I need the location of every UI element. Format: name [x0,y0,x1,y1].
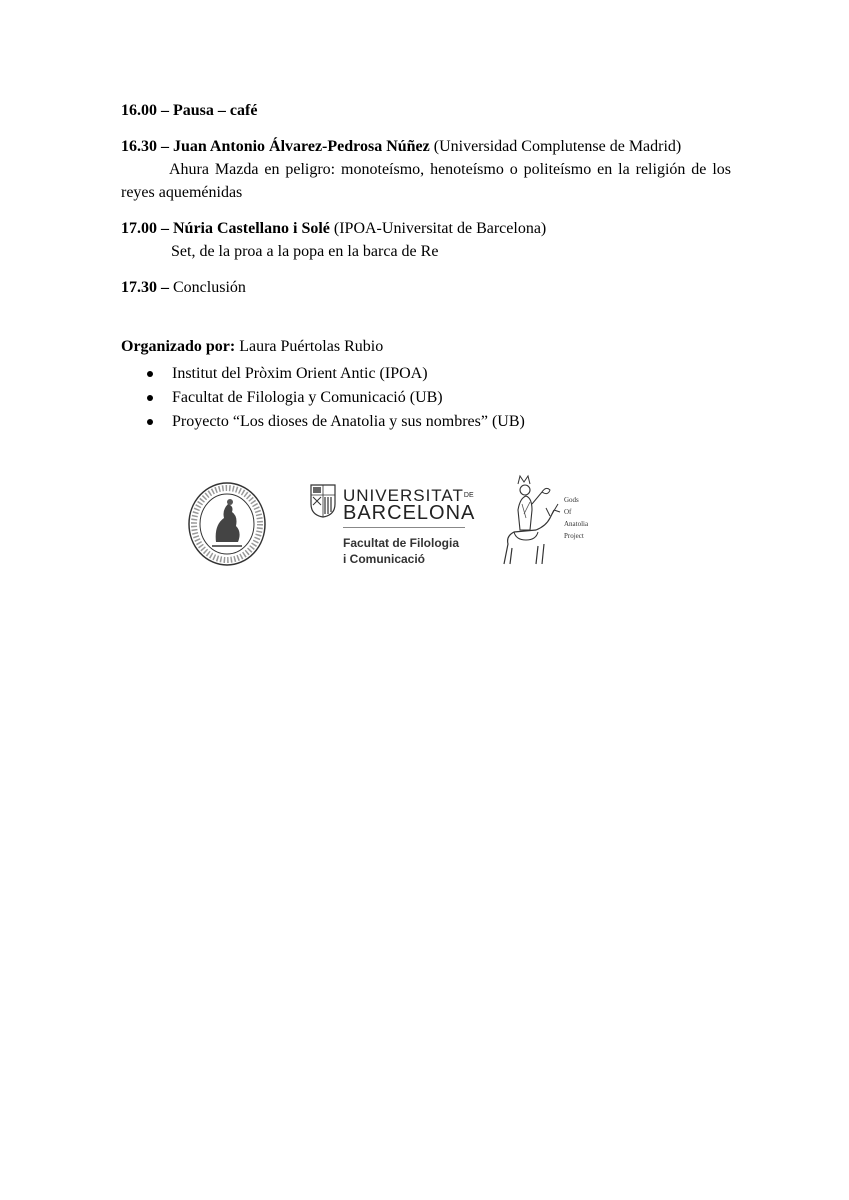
bullet-icon [147,419,153,425]
goap-line-of: Of [564,508,572,516]
ub-divider [343,527,465,528]
program-entry-conclusion [121,276,731,299]
entry-title: Pausa – café [173,102,258,119]
talk-title: Ahura Mazda en peligro: monoteísmo, henoteísmo o politeísmo en la religión de los reyes aqueménidas [121,161,731,201]
list-item [121,386,731,410]
ub-logo [310,482,476,572]
goap-line-project: Project [564,532,584,540]
goap-line-gods: Gods [564,496,579,504]
speaker-affiliation: (IPOA-Universitat de Barcelona) [333,220,547,237]
list-item [121,362,731,386]
ub-faculty-line2: i Comunicació [343,552,426,566]
bullet-icon [147,395,153,401]
entry-time: 16.30 – [121,138,169,155]
organizer-name: Laura Puértolas Rubio [239,338,384,355]
program-page [121,99,731,434]
organizers-label: Organizado por: [121,338,236,355]
list-item-text: Institut del Pròxim Orient Antic (IPOA) [172,365,428,382]
ub-name-line2: BARCELONA [343,502,476,524]
ub-shield-icon [310,484,336,518]
entry-time: 17.30 – [121,279,169,296]
organizers-list [121,362,731,434]
entry-title: Conclusión [173,279,246,296]
goap-line-anatolia: Anatolia [564,520,589,528]
program-entry-break [121,99,731,122]
talk-title: Set, de la proa a la popa en la barca de Re [171,243,439,260]
entry-time: 17.00 – [121,220,169,237]
deity-on-stag-icon [496,474,562,570]
list-item-text: Facultat de Filologia y Comunicació (UB) [172,389,443,406]
speaker-name: Juan Antonio Álvarez-Pedrosa Núñez [173,138,430,155]
list-item [121,410,731,434]
speaker-affiliation: (Universidad Complutense de Madrid) [433,138,682,155]
ipoa-seal-logo [186,480,268,568]
program-entry-talk-2 [121,217,731,263]
ub-name-line1: $UNIVERSITAT^{DE}$ [343,486,474,505]
organizers-section [121,335,731,434]
speaker-name: Núria Castellano i Solé [173,220,330,237]
goap-logo [496,474,596,570]
program-entry-talk-1 [121,135,731,204]
ub-faculty-line1: Facultat de Filologia [343,536,460,550]
bullet-icon [147,371,153,377]
logos-row [186,474,606,574]
list-item-text: Proyecto “Los dioses de Anatolia y sus nombres” (UB) [172,413,525,430]
entry-time: 16.00 – [121,102,169,119]
